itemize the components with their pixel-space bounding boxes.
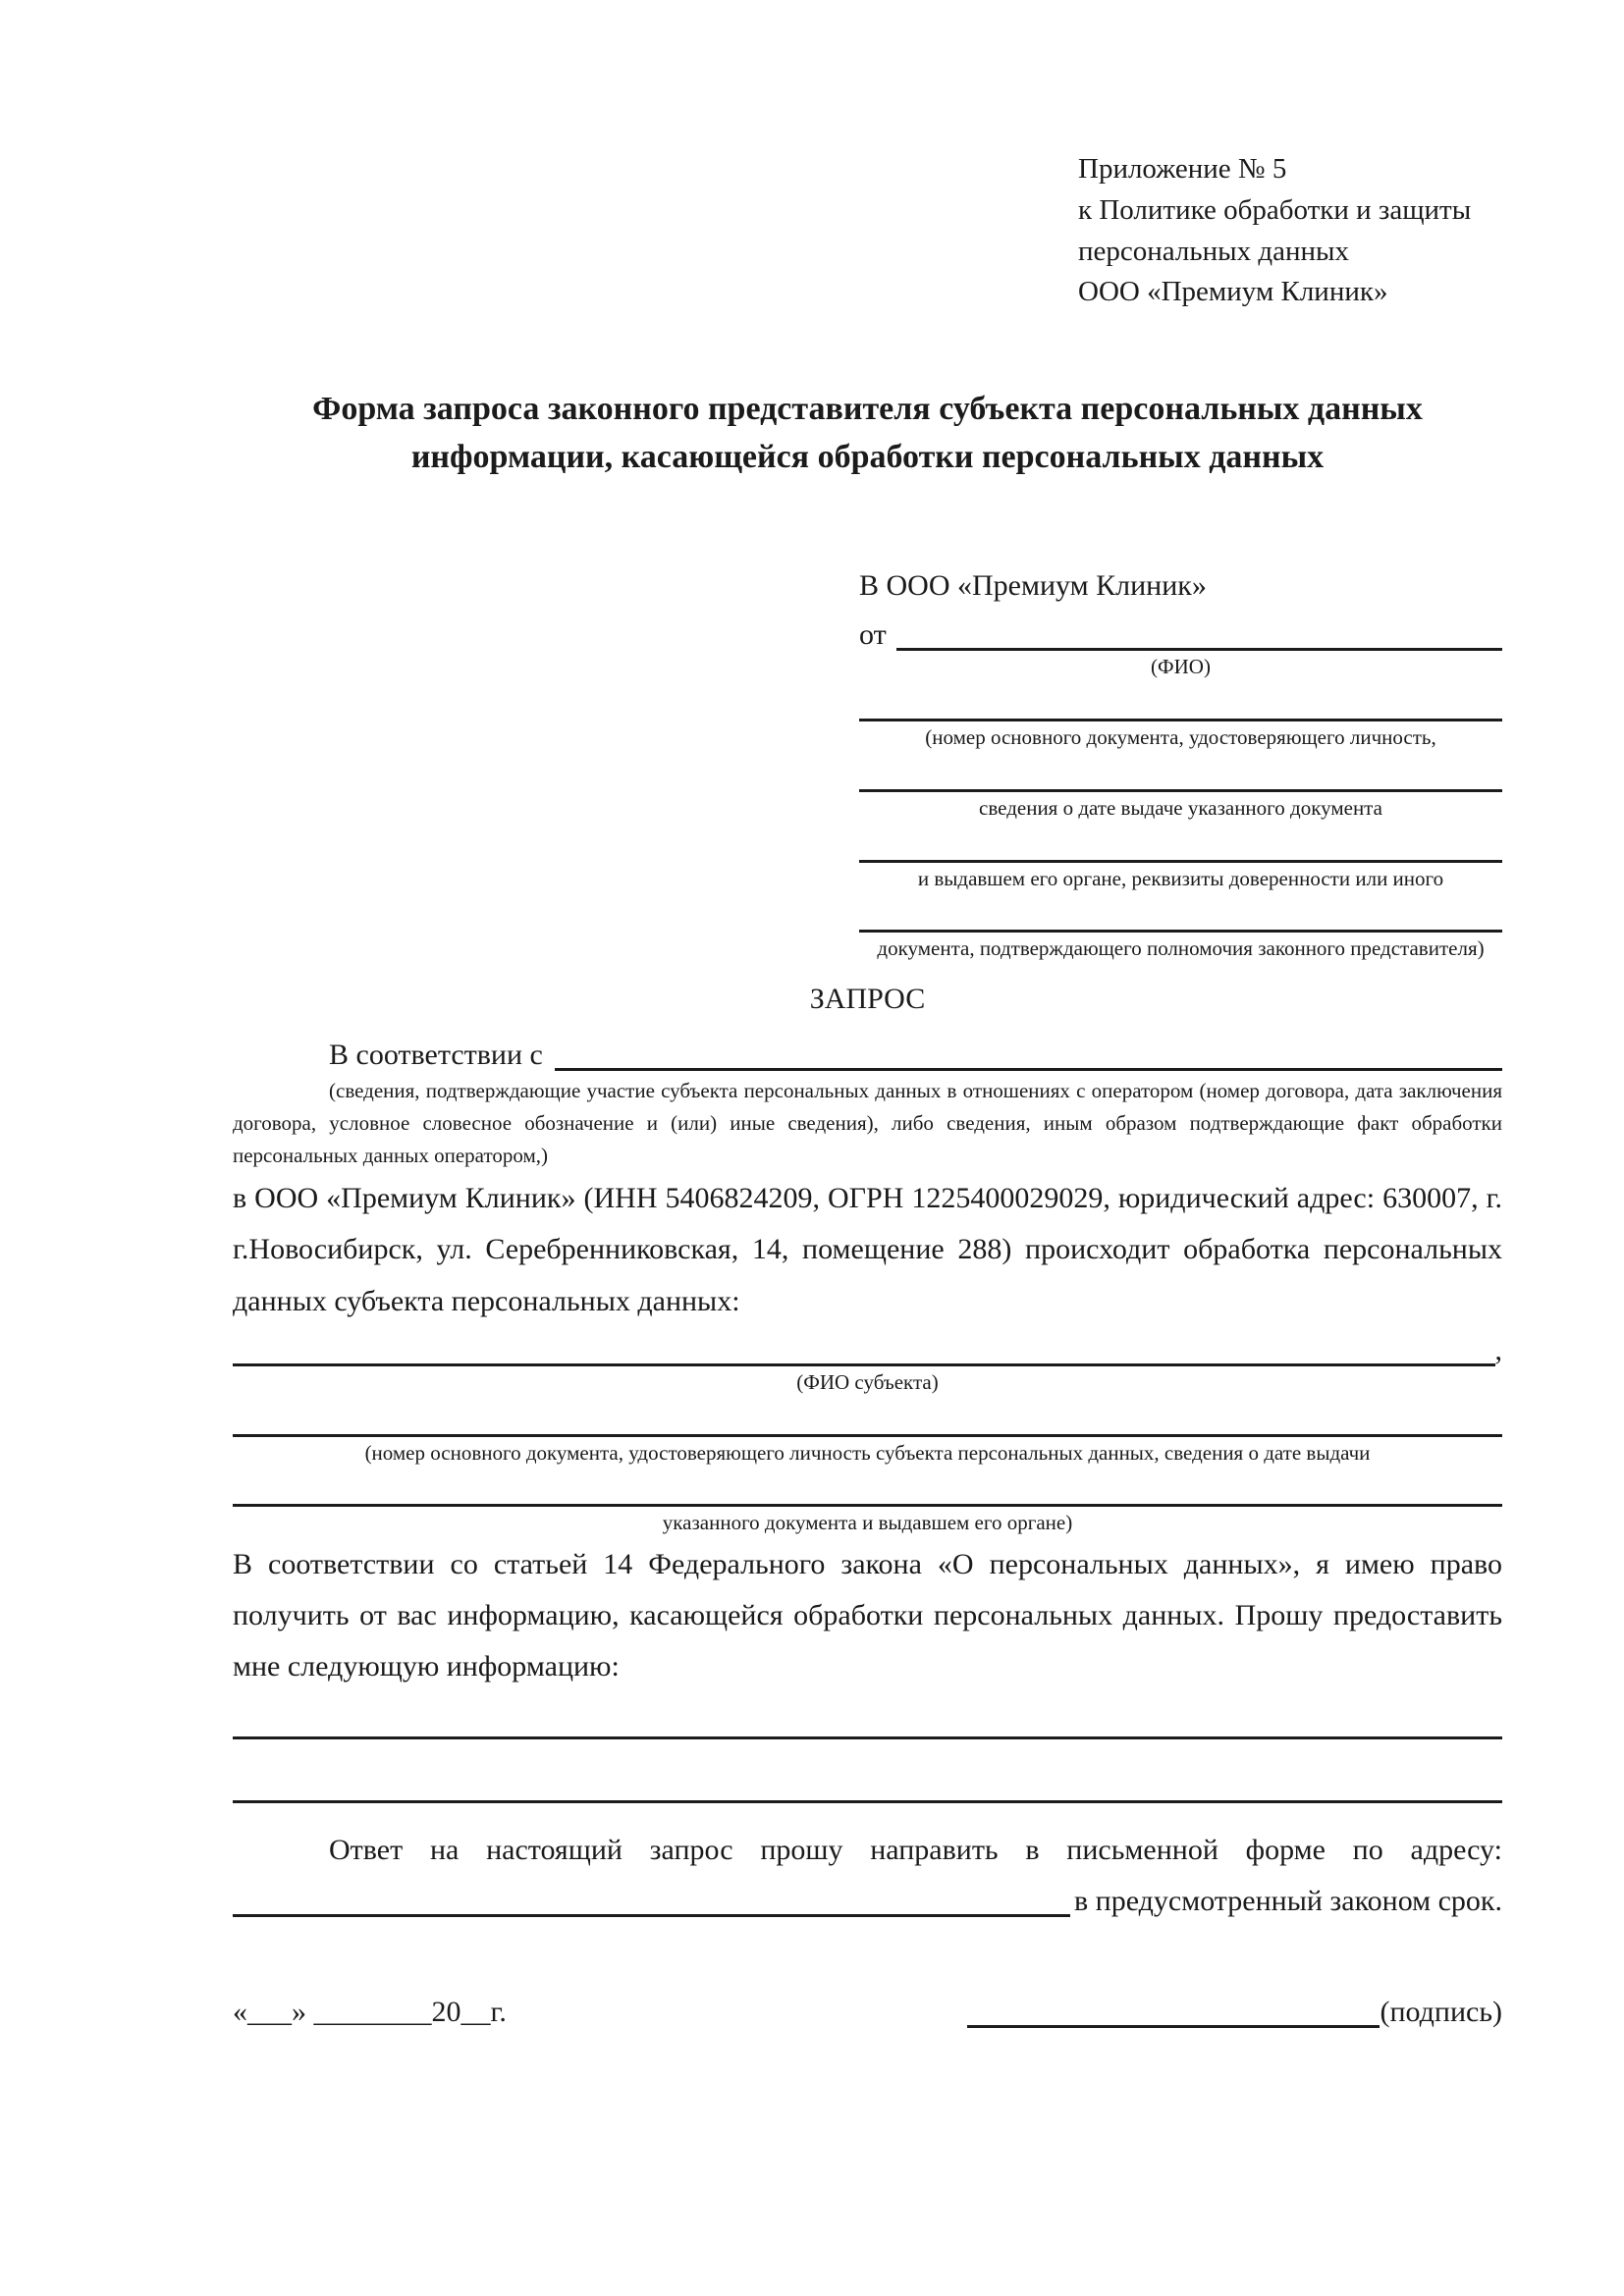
appendix-header-line: персональных данных: [1078, 235, 1350, 267]
appendix-header: [1078, 149, 1502, 313]
blank-field-line: [233, 1736, 1502, 1739]
subject-fio-field-row: [233, 1327, 1502, 1366]
field-caption: и выдавшем его органе, реквизиты доверенности или иного: [917, 866, 1444, 890]
document-title: [233, 386, 1502, 482]
legal-basis-caption: (сведения, подтверждающие участие субъекта персональных данных в отношениях с оператором (номер договора, дата заключения договора, условное словесное обозначение и (или) иные сведения), либо сведения, иным образом подтверждающие факт обработки персональных данных оператором,): [233, 1079, 1502, 1167]
appendix-header-line: ООО «Премиум Клиник»: [1078, 276, 1388, 308]
appendix-header-line: к Политике обработки и защиты: [1078, 193, 1472, 226]
blank-field-line: [859, 752, 1502, 792]
document-title-line: Форма запроса законного представителя субъекта персональных данных: [312, 391, 1423, 427]
addressee-organization: В ООО «Премиум Клиник»: [859, 568, 1207, 602]
trailing-comma: ,: [1494, 1333, 1502, 1366]
blank-field-line: [859, 892, 1502, 933]
field-caption: (номер основного документа, удостоверяющего личность субъекта персональных данных, сведения о дате выдачи: [364, 1440, 1371, 1465]
signature-caption: (подпись): [1380, 1995, 1502, 2028]
field-caption: указанного документа и выдавшем его органе): [662, 1511, 1073, 1535]
law-reference-paragraph: В соответствии со статьей 14 Федерального закона «О персональных данных», я имею право получить от вас информацию, касающейся обработки персональных данных. Прошу предоставить мне следующую информацию:: [233, 1547, 1502, 1683]
field-caption: (ФИО): [1151, 655, 1211, 679]
document-title-line: информации, касающейся обработки персональных данных: [410, 438, 1325, 475]
operator-info-paragraph: в ООО «Премиум Клиник» (ИНН 5406824209, ОГРН 1225400029029, юридический адрес: 630007, г. г.Новосибирск, ул. Серебренниковская, 14, помещение 288) происходит обработка персональных данных субъекта персональных данных:: [233, 1182, 1502, 1317]
field-caption: (ФИО субъекта): [796, 1369, 939, 1394]
reply-address-field-row: [233, 1874, 1502, 1917]
blank-field-line: [233, 1800, 1502, 1803]
field-caption: (номер основного документа, удостоверяющего личность,: [925, 725, 1436, 750]
signature-group: [967, 1990, 1502, 2028]
blank-field-line: [233, 1363, 1495, 1366]
reply-deadline-text: в предусмотренный законом срок.: [1074, 1884, 1502, 1917]
from-label: от: [859, 618, 887, 652]
blank-field-line: [859, 681, 1502, 721]
blank-field-line: [859, 823, 1502, 863]
legal-basis-prefix: В соответствии с: [329, 1039, 543, 1071]
addressee-block: [859, 566, 1502, 963]
appendix-header-line: Приложение № 5: [1078, 153, 1287, 185]
reply-request-paragraph: Ответ на настоящий запрос прошу направить в письменной форме по адресу:: [329, 1833, 1502, 1866]
blank-field-line: [233, 1914, 1070, 1917]
footer-row: [233, 1990, 1502, 2028]
blank-field-line: [233, 1467, 1502, 1507]
date-field: «___» ________20__г.: [233, 1995, 507, 2028]
field-caption: сведения о дате выдаче указанного документа: [979, 795, 1382, 820]
signature-blank-line: [967, 1990, 1380, 2028]
blank-field-line: [555, 1068, 1502, 1071]
blank-field-line: [233, 1397, 1502, 1437]
request-heading: ЗАПРОС: [809, 983, 926, 1015]
blank-field-line: [896, 648, 1502, 651]
from-field-row: [859, 606, 1502, 651]
field-caption: документа, подтверждающего полномочия законного представителя): [877, 936, 1485, 961]
legal-basis-field-row: [233, 1028, 1502, 1071]
